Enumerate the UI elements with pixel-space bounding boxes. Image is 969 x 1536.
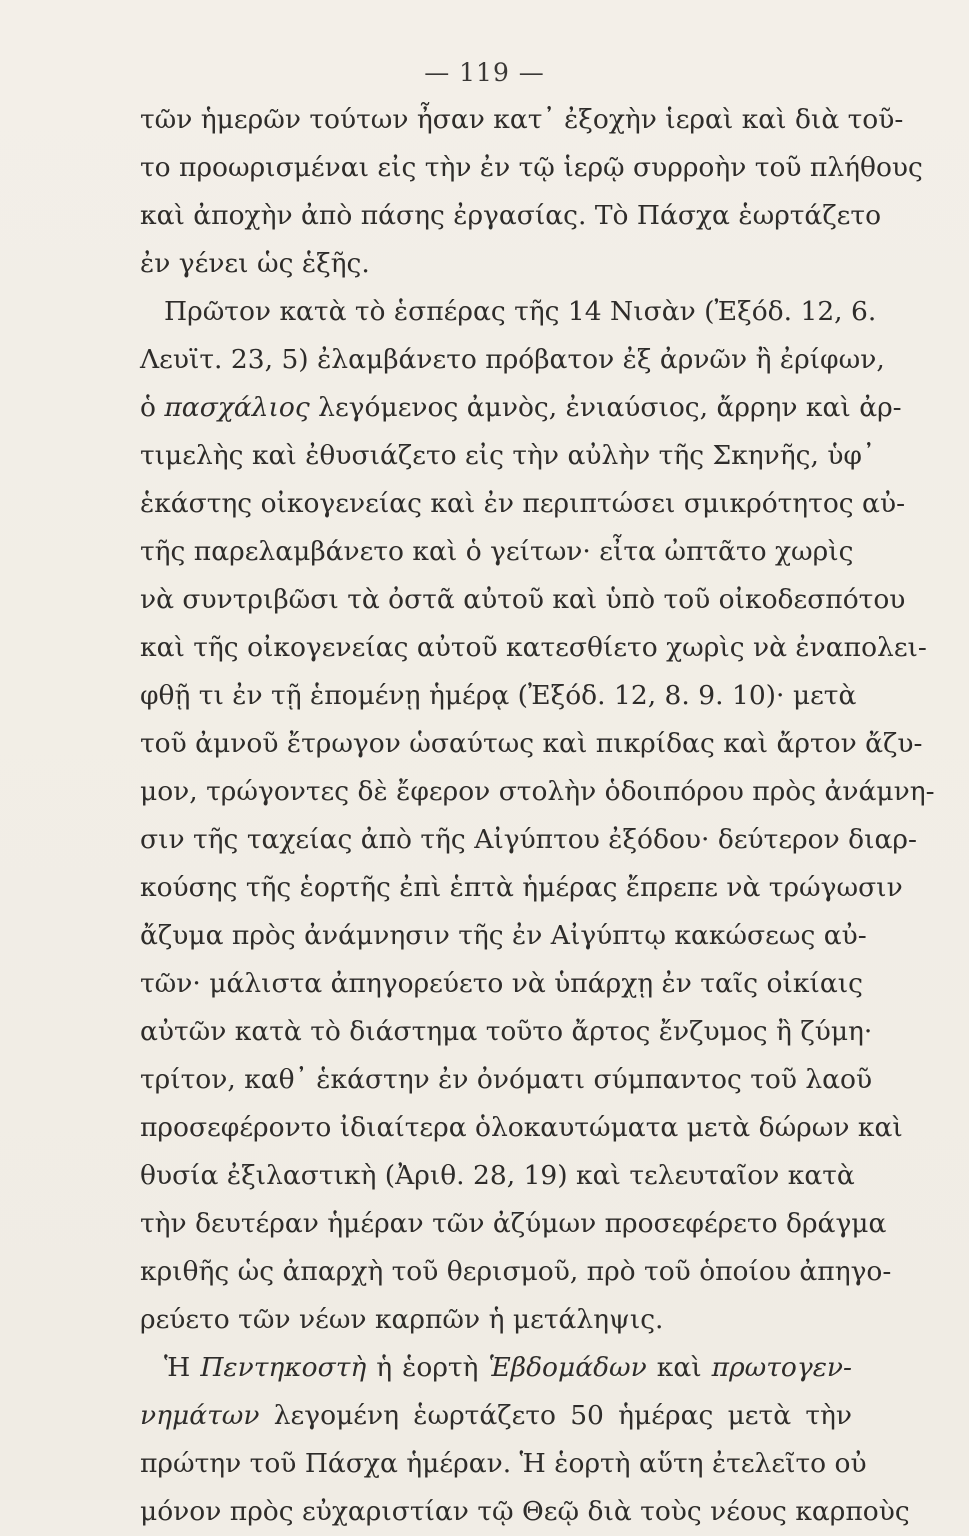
text-line: ἄζυμα πρὸς ἀνάμνησιν τῆς ἐν Αἰγύπτῳ κακώσεως αὐ- — [140, 920, 867, 951]
text-line: μον, τρώγοντες δὲ ἔφερον στολὴν ὁδοιπόρου πρὸς ἀνάμνη- — [140, 776, 935, 807]
text-run: λεγόμενος ἀμνὸς, ἐνιαύσιος, ἄρρην καὶ ἀρ- — [309, 392, 902, 423]
text-line: ἐν γένει ὡς ἑξῆς. — [140, 248, 370, 279]
italic-term: Πεντηκοστὴ — [200, 1352, 367, 1383]
text-line: καὶ ἀποχὴν ἀπὸ πάσης ἐργασίας. Τὸ Πάσχα ἑωρτάζετο — [140, 200, 882, 231]
body-text — [140, 96, 935, 1536]
text-line: πρώτην τοῦ Πάσχα ἡμέραν. Ἡ ἑορτὴ αὕτη ἐτελεῖτο οὐ — [140, 1448, 867, 1479]
text-line: μόνον πρὸς εὐχαριστίαν τῷ Θεῷ διὰ τοὺς νέους καρποὺς — [140, 1496, 910, 1527]
paragraph-start-line-with-italic — [140, 1344, 852, 1392]
text-line: κούσης τῆς ἑορτῆς ἐπὶ ἑπτὰ ἡμέρας ἔπρεπε νὰ τρώγωσιν — [140, 872, 903, 903]
italic-term: πρωτογεν- — [711, 1352, 852, 1383]
text-line: τὴν δευτέραν ἡμέραν τῶν ἀζύμων προσεφέρετο δράγμα — [140, 1208, 887, 1239]
text-line: τρίτον, καθ᾽ ἑκάστην ἐν ὀνόματι σύμπαντος τοῦ λαοῦ — [140, 1064, 873, 1095]
text-line: κριθῆς ὡς ἀπαρχὴ τοῦ θερισμοῦ, πρὸ τοῦ ὁποίου ἀπηγο- — [140, 1256, 892, 1287]
text-line: τιμελὴς καὶ ἐθυσιάζετο εἰς τὴν αὐλὴν τῆς Σκηνῆς, ὑφ᾽ — [140, 440, 876, 471]
text-line: Λευϊτ. 23, 5) ἐλαμβάνετο πρόβατον ἐξ ἀρνῶν ἢ ἐρίφων, — [140, 344, 885, 375]
italic-term: νημάτων — [140, 1400, 260, 1431]
text-line: νὰ συντριβῶσι τὰ ὀστᾶ αὐτοῦ καὶ ὑπὸ τοῦ οἰκοδεσπότου — [140, 584, 906, 615]
page-number: — 119 — — [424, 58, 545, 87]
text-line: αὐτῶν κατὰ τὸ διάστημα τοῦτο ἄρτος ἔνζυμος ἢ ζύμη· — [140, 1016, 873, 1047]
text-run: Ἡ — [164, 1352, 201, 1383]
text-run: λεγομένη ἑωρτάζετο 50 ἡμέρας μετὰ τὴν — [259, 1400, 852, 1431]
text-line: τῶν ἡμερῶν τούτων ἦσαν κατ᾽ ἐξοχὴν ἱεραὶ καὶ διὰ τοῦ- — [140, 104, 904, 135]
text-line: προσεφέροντο ἰδιαίτερα ὁλοκαυτώματα μετὰ δώρων καὶ — [140, 1112, 903, 1143]
paragraph-start-line: Πρῶτον κατὰ τὸ ἑσπέρας τῆς 14 Νισὰν (Ἐξόδ. 12, 6. — [164, 296, 877, 327]
text-run: ἡ ἑορτὴ — [366, 1352, 489, 1383]
text-line: τοῦ ἀμνοῦ ἔτρωγον ὡσαύτως καὶ πικρίδας καὶ ἄρτον ἄζυ- — [140, 728, 923, 759]
text-line: ρεύετο τῶν νέων καρπῶν ἡ μετάληψις. — [140, 1304, 664, 1335]
text-line: σιν τῆς ταχείας ἀπὸ τῆς Αἰγύπτου ἐξόδου· δεύτερον διαρ- — [140, 824, 917, 855]
text-line: καὶ τῆς οἰκογενείας αὐτοῦ κατεσθίετο χωρὶς νὰ ἐναπολει- — [140, 632, 927, 663]
text-line: το προωρισμέναι εἰς τὴν ἐν τῷ ἱερῷ συρροὴν τοῦ πλήθους — [140, 152, 923, 183]
text-line: τῶν· μάλιστα ἀπηγορεύετο νὰ ὑπάρχῃ ἐν ταῖς οἰκίαις — [140, 968, 863, 999]
text-run: καὶ — [646, 1352, 712, 1383]
italic-term: πασχάλιος — [164, 392, 310, 423]
text-line: ἑκάστης οἰκογενείας καὶ ἐν περιπτώσει σμικρότητος αὐ- — [140, 488, 906, 519]
text-line: θυσία ἐξιλαστικὴ (Ἀριθ. 28, 19) καὶ τελευταῖον κατὰ — [140, 1160, 855, 1191]
text-line: τῆς παρελαμβάνετο καὶ ὁ γείτων· εἶτα ὠπτᾶτο χωρὶς — [140, 536, 854, 567]
italic-term: Ἑβδομάδων — [488, 1352, 647, 1383]
text-line-with-italic — [140, 384, 902, 432]
text-line: φθῇ τι ἐν τῇ ἑπομένῃ ἡμέρᾳ (Ἐξόδ. 12, 8. 9. 10)· μετὰ — [140, 680, 857, 711]
text-run: ὁ — [140, 392, 165, 423]
text-line-with-italic — [140, 1392, 852, 1440]
